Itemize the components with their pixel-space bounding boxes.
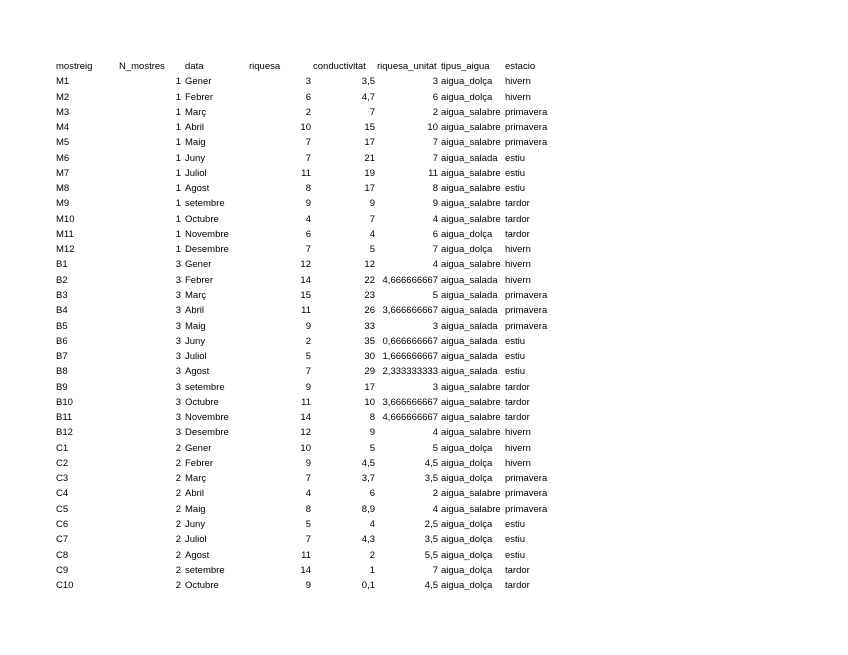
cell-n-mostres[interactable]: 3 xyxy=(175,396,181,408)
cell-riquesa-unitat[interactable]: 9 xyxy=(432,198,438,210)
cell-estacio[interactable]: primavera xyxy=(505,488,548,500)
cell-estacio[interactable]: tardor xyxy=(505,564,530,576)
cell-n-mostres[interactable]: 1 xyxy=(175,91,181,103)
cell-tipus-aigua[interactable]: aigua_salabre xyxy=(441,412,501,424)
cell-n-mostres[interactable]: 2 xyxy=(175,534,181,546)
cell-riquesa-unitat[interactable]: 4,5 xyxy=(424,580,438,592)
cell-mostreig[interactable]: M10 xyxy=(56,213,75,225)
cell-mostreig[interactable]: B7 xyxy=(56,351,68,363)
cell-riquesa[interactable]: 9 xyxy=(305,457,311,469)
cell-estacio[interactable]: hivern xyxy=(505,76,531,88)
cell-riquesa[interactable]: 9 xyxy=(305,198,311,210)
cell-riquesa[interactable]: 7 xyxy=(305,137,311,149)
cell-tipus-aigua[interactable]: aigua_dolça xyxy=(441,518,493,530)
cell-estacio[interactable]: primavera xyxy=(505,503,548,515)
cell-riquesa[interactable]: 14 xyxy=(300,274,311,286)
cell-riquesa[interactable]: 11 xyxy=(301,396,311,408)
cell-n-mostres[interactable]: 1 xyxy=(175,213,181,225)
cell-riquesa[interactable]: 7 xyxy=(305,244,311,256)
cell-riquesa[interactable]: 7 xyxy=(305,534,311,546)
column-header-data[interactable]: data xyxy=(185,61,204,72)
cell-mostreig[interactable]: B6 xyxy=(56,335,68,347)
cell-riquesa-unitat[interactable]: 4,666666667 xyxy=(382,274,438,286)
cell-estacio[interactable]: primavera xyxy=(505,289,548,301)
cell-conductivitat[interactable]: 17 xyxy=(364,137,375,149)
cell-data[interactable]: Octubre xyxy=(185,213,219,225)
cell-mostreig[interactable]: M7 xyxy=(56,167,70,179)
cell-tipus-aigua[interactable]: aigua_dolça xyxy=(441,76,493,88)
cell-riquesa-unitat[interactable]: 3,666666667 xyxy=(382,396,438,408)
cell-tipus-aigua[interactable]: aigua_dolça xyxy=(441,580,493,592)
cell-tipus-aigua[interactable]: aigua_salabre xyxy=(441,106,501,118)
cell-n-mostres[interactable]: 3 xyxy=(175,335,181,347)
cell-estacio[interactable]: estiu xyxy=(505,335,526,347)
cell-tipus-aigua[interactable]: aigua_salada xyxy=(441,366,498,378)
cell-tipus-aigua[interactable]: aigua_salabre xyxy=(441,167,501,179)
cell-mostreig[interactable]: B4 xyxy=(56,305,68,317)
cell-n-mostres[interactable]: 1 xyxy=(175,122,181,134)
cell-riquesa-unitat[interactable]: 0,666666667 xyxy=(382,335,438,347)
cell-mostreig[interactable]: M5 xyxy=(56,137,70,149)
cell-estacio[interactable]: tardor xyxy=(505,396,530,408)
cell-data[interactable]: Maig xyxy=(185,503,206,515)
cell-riquesa-unitat[interactable]: 11 xyxy=(428,167,438,179)
cell-estacio[interactable]: estiu xyxy=(505,152,526,164)
cell-conductivitat[interactable]: 7 xyxy=(369,106,375,118)
cell-riquesa[interactable]: 7 xyxy=(305,473,311,485)
cell-riquesa[interactable]: 5 xyxy=(305,351,311,363)
cell-n-mostres[interactable]: 1 xyxy=(175,152,181,164)
cell-riquesa-unitat[interactable]: 4 xyxy=(432,503,438,515)
cell-riquesa[interactable]: 6 xyxy=(305,91,311,103)
cell-tipus-aigua[interactable]: aigua_salada xyxy=(441,305,498,317)
cell-estacio[interactable]: hivern xyxy=(505,427,531,439)
cell-n-mostres[interactable]: 3 xyxy=(175,305,181,317)
cell-n-mostres[interactable]: 1 xyxy=(175,76,181,88)
cell-mostreig[interactable]: M9 xyxy=(56,198,70,210)
cell-riquesa-unitat[interactable]: 3,5 xyxy=(424,534,438,546)
cell-tipus-aigua[interactable]: aigua_salabre xyxy=(441,503,501,515)
cell-riquesa-unitat[interactable]: 5,5 xyxy=(424,549,438,561)
cell-conductivitat[interactable]: 9 xyxy=(369,198,375,210)
cell-data[interactable]: Juliol xyxy=(185,534,207,546)
cell-mostreig[interactable]: M3 xyxy=(56,106,70,118)
cell-estacio[interactable]: tardor xyxy=(505,412,530,424)
cell-n-mostres[interactable]: 3 xyxy=(175,274,181,286)
cell-riquesa-unitat[interactable]: 5 xyxy=(432,442,438,454)
column-header-conductivitat[interactable]: conductivitat xyxy=(313,61,366,72)
cell-riquesa-unitat[interactable]: 5 xyxy=(432,289,438,301)
cell-n-mostres[interactable]: 1 xyxy=(175,228,181,240)
cell-data[interactable]: Gener xyxy=(185,259,212,271)
cell-riquesa-unitat[interactable]: 6 xyxy=(432,91,438,103)
cell-data[interactable]: Gener xyxy=(185,76,212,88)
cell-data[interactable]: Juliol xyxy=(185,351,207,363)
cell-tipus-aigua[interactable]: aigua_salada xyxy=(441,289,498,301)
cell-estacio[interactable]: hivern xyxy=(505,274,531,286)
cell-tipus-aigua[interactable]: aigua_dolça xyxy=(441,91,493,103)
cell-conductivitat[interactable]: 4,7 xyxy=(361,91,375,103)
cell-tipus-aigua[interactable]: aigua_dolça xyxy=(441,564,493,576)
cell-tipus-aigua[interactable]: aigua_dolça xyxy=(441,244,493,256)
cell-estacio[interactable]: hivern xyxy=(505,259,531,271)
cell-n-mostres[interactable]: 2 xyxy=(175,442,181,454)
cell-conductivitat[interactable]: 23 xyxy=(364,289,375,301)
cell-conductivitat[interactable]: 3,5 xyxy=(361,76,375,88)
cell-data[interactable]: Gener xyxy=(185,442,212,454)
cell-n-mostres[interactable]: 2 xyxy=(175,549,181,561)
cell-riquesa[interactable]: 4 xyxy=(305,488,311,500)
cell-tipus-aigua[interactable]: aigua_salada xyxy=(441,320,498,332)
cell-riquesa-unitat[interactable]: 2,333333333 xyxy=(382,366,438,378)
cell-tipus-aigua[interactable]: aigua_salada xyxy=(441,335,498,347)
cell-n-mostres[interactable]: 3 xyxy=(175,289,181,301)
cell-data[interactable]: Novembre xyxy=(185,228,229,240)
cell-riquesa-unitat[interactable]: 4,666666667 xyxy=(382,412,438,424)
cell-riquesa-unitat[interactable]: 3 xyxy=(432,381,438,393)
cell-estacio[interactable]: tardor xyxy=(505,580,530,592)
cell-n-mostres[interactable]: 1 xyxy=(175,167,181,179)
cell-n-mostres[interactable]: 3 xyxy=(175,320,181,332)
cell-conductivitat[interactable]: 8 xyxy=(369,412,375,424)
cell-mostreig[interactable]: C9 xyxy=(56,564,69,576)
cell-riquesa-unitat[interactable]: 2 xyxy=(432,106,438,118)
cell-data[interactable]: Agost xyxy=(185,549,210,561)
cell-mostreig[interactable]: M4 xyxy=(56,122,70,134)
cell-mostreig[interactable]: C7 xyxy=(56,534,69,546)
cell-riquesa-unitat[interactable]: 2,5 xyxy=(424,518,438,530)
cell-data[interactable]: Abril xyxy=(185,305,205,317)
cell-mostreig[interactable]: B1 xyxy=(56,259,68,271)
cell-conductivitat[interactable]: 35 xyxy=(364,335,375,347)
cell-data[interactable]: Octubre xyxy=(185,396,219,408)
cell-tipus-aigua[interactable]: aigua_salada xyxy=(441,274,498,286)
cell-data[interactable]: setembre xyxy=(185,198,225,210)
cell-conductivitat[interactable]: 21 xyxy=(364,152,375,164)
cell-mostreig[interactable]: M8 xyxy=(56,183,70,195)
cell-estacio[interactable]: hivern xyxy=(505,91,531,103)
column-header-riquesa-unitat[interactable]: riquesa_unitat xyxy=(377,61,437,72)
cell-estacio[interactable]: estiu xyxy=(505,518,526,530)
cell-riquesa[interactable]: 12 xyxy=(300,259,311,271)
cell-riquesa-unitat[interactable]: 7 xyxy=(432,152,438,164)
cell-estacio[interactable]: tardor xyxy=(505,228,530,240)
cell-n-mostres[interactable]: 2 xyxy=(175,518,181,530)
cell-riquesa[interactable]: 4 xyxy=(305,213,311,225)
cell-conductivitat[interactable]: 19 xyxy=(364,167,375,179)
cell-conductivitat[interactable]: 17 xyxy=(364,183,375,195)
cell-riquesa-unitat[interactable]: 3 xyxy=(432,76,438,88)
cell-tipus-aigua[interactable]: aigua_salabre xyxy=(441,198,501,210)
cell-n-mostres[interactable]: 1 xyxy=(175,198,181,210)
cell-data[interactable]: Juliol xyxy=(185,167,207,179)
cell-conductivitat[interactable]: 12 xyxy=(364,259,375,271)
cell-tipus-aigua[interactable]: aigua_salabre xyxy=(441,137,501,149)
cell-mostreig[interactable]: B8 xyxy=(56,366,68,378)
cell-estacio[interactable]: primavera xyxy=(505,106,548,118)
cell-conductivitat[interactable]: 4 xyxy=(369,228,375,240)
cell-estacio[interactable]: tardor xyxy=(505,198,530,210)
cell-conductivitat[interactable]: 17 xyxy=(364,381,375,393)
cell-mostreig[interactable]: B10 xyxy=(56,396,73,408)
cell-conductivitat[interactable]: 4,3 xyxy=(361,534,375,546)
cell-conductivitat[interactable]: 3,7 xyxy=(361,473,375,485)
cell-mostreig[interactable]: C4 xyxy=(56,488,69,500)
cell-riquesa-unitat[interactable]: 4 xyxy=(432,259,438,271)
cell-conductivitat[interactable]: 15 xyxy=(364,122,375,134)
cell-riquesa-unitat[interactable]: 4,5 xyxy=(424,457,438,469)
cell-riquesa-unitat[interactable]: 10 xyxy=(427,122,438,134)
cell-mostreig[interactable]: M2 xyxy=(56,91,70,103)
cell-estacio[interactable]: hivern xyxy=(505,457,531,469)
cell-n-mostres[interactable]: 1 xyxy=(175,244,181,256)
cell-mostreig[interactable]: B5 xyxy=(56,320,68,332)
cell-riquesa-unitat[interactable]: 1,666666667 xyxy=(382,351,438,363)
cell-conductivitat[interactable]: 26 xyxy=(364,305,375,317)
cell-conductivitat[interactable]: 9 xyxy=(369,427,375,439)
cell-n-mostres[interactable]: 3 xyxy=(175,351,181,363)
cell-estacio[interactable]: estiu xyxy=(505,167,526,179)
cell-tipus-aigua[interactable]: aigua_salabre xyxy=(441,396,501,408)
cell-mostreig[interactable]: M12 xyxy=(56,244,75,256)
cell-mostreig[interactable]: B12 xyxy=(56,427,73,439)
cell-data[interactable]: Març xyxy=(185,473,207,485)
cell-tipus-aigua[interactable]: aigua_salabre xyxy=(441,213,501,225)
cell-riquesa[interactable]: 2 xyxy=(305,335,311,347)
cell-mostreig[interactable]: B9 xyxy=(56,381,68,393)
cell-estacio[interactable]: hivern xyxy=(505,442,531,454)
cell-n-mostres[interactable]: 2 xyxy=(175,457,181,469)
cell-data[interactable]: Maig xyxy=(185,320,206,332)
cell-riquesa-unitat[interactable]: 4 xyxy=(432,213,438,225)
column-header-n-mostres[interactable]: N_mostres xyxy=(119,61,165,72)
cell-data[interactable]: Juny xyxy=(185,152,206,164)
cell-riquesa[interactable]: 7 xyxy=(305,366,311,378)
cell-tipus-aigua[interactable]: aigua_dolça xyxy=(441,549,493,561)
cell-n-mostres[interactable]: 1 xyxy=(175,183,181,195)
cell-riquesa[interactable]: 7 xyxy=(305,152,311,164)
cell-riquesa[interactable]: 14 xyxy=(300,412,311,424)
cell-tipus-aigua[interactable]: aigua_dolça xyxy=(441,442,493,454)
cell-data[interactable]: Febrer xyxy=(185,274,213,286)
cell-estacio[interactable]: primavera xyxy=(505,122,548,134)
column-header-estacio[interactable]: estacio xyxy=(505,61,536,72)
cell-data[interactable]: Abril xyxy=(185,122,205,134)
cell-conductivitat[interactable]: 0,1 xyxy=(361,580,375,592)
cell-data[interactable]: Maig xyxy=(185,137,206,149)
cell-mostreig[interactable]: B11 xyxy=(56,412,73,424)
cell-estacio[interactable]: primavera xyxy=(505,320,548,332)
cell-riquesa[interactable]: 12 xyxy=(300,427,311,439)
cell-conductivitat[interactable]: 4,5 xyxy=(361,457,375,469)
cell-mostreig[interactable]: C1 xyxy=(56,442,69,454)
cell-conductivitat[interactable]: 29 xyxy=(364,366,375,378)
cell-tipus-aigua[interactable]: aigua_dolça xyxy=(441,534,493,546)
cell-mostreig[interactable]: C5 xyxy=(56,503,69,515)
cell-estacio[interactable]: tardor xyxy=(505,213,530,225)
cell-tipus-aigua[interactable]: aigua_salabre xyxy=(441,381,501,393)
cell-conductivitat[interactable]: 33 xyxy=(364,320,375,332)
cell-conductivitat[interactable]: 5 xyxy=(369,442,375,454)
cell-n-mostres[interactable]: 1 xyxy=(175,106,181,118)
cell-conductivitat[interactable]: 8,9 xyxy=(361,503,375,515)
cell-data[interactable]: setembre xyxy=(185,564,225,576)
cell-riquesa-unitat[interactable]: 7 xyxy=(432,137,438,149)
cell-riquesa[interactable]: 15 xyxy=(300,289,311,301)
cell-riquesa[interactable]: 11 xyxy=(301,549,311,561)
cell-data[interactable]: Juny xyxy=(185,518,206,530)
cell-riquesa-unitat[interactable]: 3,666666667 xyxy=(382,305,438,317)
cell-conductivitat[interactable]: 7 xyxy=(369,213,375,225)
cell-tipus-aigua[interactable]: aigua_salabre xyxy=(441,259,501,271)
cell-estacio[interactable]: primavera xyxy=(505,473,548,485)
cell-riquesa-unitat[interactable]: 6 xyxy=(432,228,438,240)
cell-riquesa[interactable]: 2 xyxy=(305,106,311,118)
cell-tipus-aigua[interactable]: aigua_dolça xyxy=(441,228,493,240)
column-header-tipus-aigua[interactable]: tipus_aigua xyxy=(441,61,490,72)
cell-estacio[interactable]: estiu xyxy=(505,183,526,195)
cell-n-mostres[interactable]: 3 xyxy=(175,427,181,439)
cell-mostreig[interactable]: M1 xyxy=(56,76,70,88)
cell-data[interactable]: Octubre xyxy=(185,580,219,592)
cell-estacio[interactable]: estiu xyxy=(505,534,526,546)
cell-data[interactable]: Novembre xyxy=(185,412,229,424)
cell-conductivitat[interactable]: 5 xyxy=(369,244,375,256)
cell-estacio[interactable]: primavera xyxy=(505,305,548,317)
cell-n-mostres[interactable]: 3 xyxy=(175,259,181,271)
cell-conductivitat[interactable]: 30 xyxy=(364,351,375,363)
cell-estacio[interactable]: estiu xyxy=(505,366,526,378)
cell-mostreig[interactable]: C10 xyxy=(56,580,74,592)
cell-tipus-aigua[interactable]: aigua_salabre xyxy=(441,122,501,134)
cell-data[interactable]: Febrer xyxy=(185,91,213,103)
cell-riquesa[interactable]: 8 xyxy=(305,503,311,515)
cell-n-mostres[interactable]: 2 xyxy=(175,503,181,515)
cell-n-mostres[interactable]: 2 xyxy=(175,488,181,500)
cell-riquesa-unitat[interactable]: 7 xyxy=(432,244,438,256)
cell-tipus-aigua[interactable]: aigua_salabre xyxy=(441,488,501,500)
cell-conductivitat[interactable]: 1 xyxy=(369,564,375,576)
cell-tipus-aigua[interactable]: aigua_salada xyxy=(441,351,498,363)
cell-riquesa[interactable]: 8 xyxy=(305,183,311,195)
cell-riquesa-unitat[interactable]: 4 xyxy=(432,427,438,439)
cell-data[interactable]: Març xyxy=(185,289,207,301)
cell-mostreig[interactable]: M11 xyxy=(56,228,74,240)
cell-conductivitat[interactable]: 6 xyxy=(369,488,375,500)
cell-tipus-aigua[interactable]: aigua_salabre xyxy=(441,427,501,439)
cell-mostreig[interactable]: M6 xyxy=(56,152,70,164)
cell-conductivitat[interactable]: 10 xyxy=(364,396,375,408)
cell-n-mostres[interactable]: 3 xyxy=(175,412,181,424)
cell-mostreig[interactable]: C8 xyxy=(56,549,69,561)
column-header-mostreig[interactable]: mostreig xyxy=(56,61,93,72)
cell-data[interactable]: setembre xyxy=(185,381,225,393)
cell-n-mostres[interactable]: 3 xyxy=(175,381,181,393)
cell-tipus-aigua[interactable]: aigua_dolça xyxy=(441,473,493,485)
cell-mostreig[interactable]: C3 xyxy=(56,473,69,485)
cell-n-mostres[interactable]: 1 xyxy=(175,137,181,149)
cell-riquesa[interactable]: 14 xyxy=(300,564,311,576)
cell-riquesa-unitat[interactable]: 8 xyxy=(432,183,438,195)
cell-riquesa[interactable]: 5 xyxy=(305,518,311,530)
cell-riquesa[interactable]: 11 xyxy=(301,167,311,179)
cell-riquesa[interactable]: 10 xyxy=(300,442,311,454)
cell-data[interactable]: Agost xyxy=(185,366,210,378)
cell-riquesa[interactable]: 9 xyxy=(305,381,311,393)
cell-estacio[interactable]: hivern xyxy=(505,244,531,256)
cell-n-mostres[interactable]: 2 xyxy=(175,580,181,592)
cell-estacio[interactable]: estiu xyxy=(505,549,526,561)
cell-data[interactable]: Març xyxy=(185,106,207,118)
column-header-riquesa[interactable]: riquesa xyxy=(249,61,281,72)
cell-data[interactable]: Juny xyxy=(185,335,206,347)
cell-estacio[interactable]: primavera xyxy=(505,137,548,149)
cell-riquesa[interactable]: 11 xyxy=(301,305,311,317)
cell-n-mostres[interactable]: 2 xyxy=(175,564,181,576)
cell-conductivitat[interactable]: 2 xyxy=(369,549,375,561)
cell-data[interactable]: Febrer xyxy=(185,457,213,469)
cell-n-mostres[interactable]: 3 xyxy=(175,366,181,378)
cell-tipus-aigua[interactable]: aigua_salabre xyxy=(441,183,501,195)
cell-estacio[interactable]: estiu xyxy=(505,351,526,363)
cell-tipus-aigua[interactable]: aigua_salada xyxy=(441,152,498,164)
cell-riquesa-unitat[interactable]: 2 xyxy=(432,488,438,500)
cell-estacio[interactable]: tardor xyxy=(505,381,530,393)
cell-riquesa[interactable]: 6 xyxy=(305,228,311,240)
cell-riquesa[interactable]: 9 xyxy=(305,320,311,332)
cell-data[interactable]: Abril xyxy=(185,488,205,500)
cell-n-mostres[interactable]: 2 xyxy=(175,473,181,485)
cell-data[interactable]: Desembre xyxy=(185,427,229,439)
cell-tipus-aigua[interactable]: aigua_dolça xyxy=(441,457,493,469)
cell-data[interactable]: Agost xyxy=(185,183,210,195)
cell-mostreig[interactable]: B2 xyxy=(56,274,68,286)
cell-riquesa[interactable]: 10 xyxy=(300,122,311,134)
cell-data[interactable]: Desembre xyxy=(185,244,229,256)
cell-conductivitat[interactable]: 4 xyxy=(369,518,375,530)
cell-mostreig[interactable]: C2 xyxy=(56,457,69,469)
cell-mostreig[interactable]: C6 xyxy=(56,518,69,530)
cell-riquesa-unitat[interactable]: 3 xyxy=(432,320,438,332)
cell-mostreig[interactable]: B3 xyxy=(56,289,68,301)
cell-riquesa[interactable]: 9 xyxy=(305,580,311,592)
cell-riquesa-unitat[interactable]: 3,5 xyxy=(424,473,438,485)
cell-conductivitat[interactable]: 22 xyxy=(364,274,375,286)
cell-riquesa[interactable]: 3 xyxy=(305,76,311,88)
cell-riquesa-unitat[interactable]: 7 xyxy=(432,564,438,576)
